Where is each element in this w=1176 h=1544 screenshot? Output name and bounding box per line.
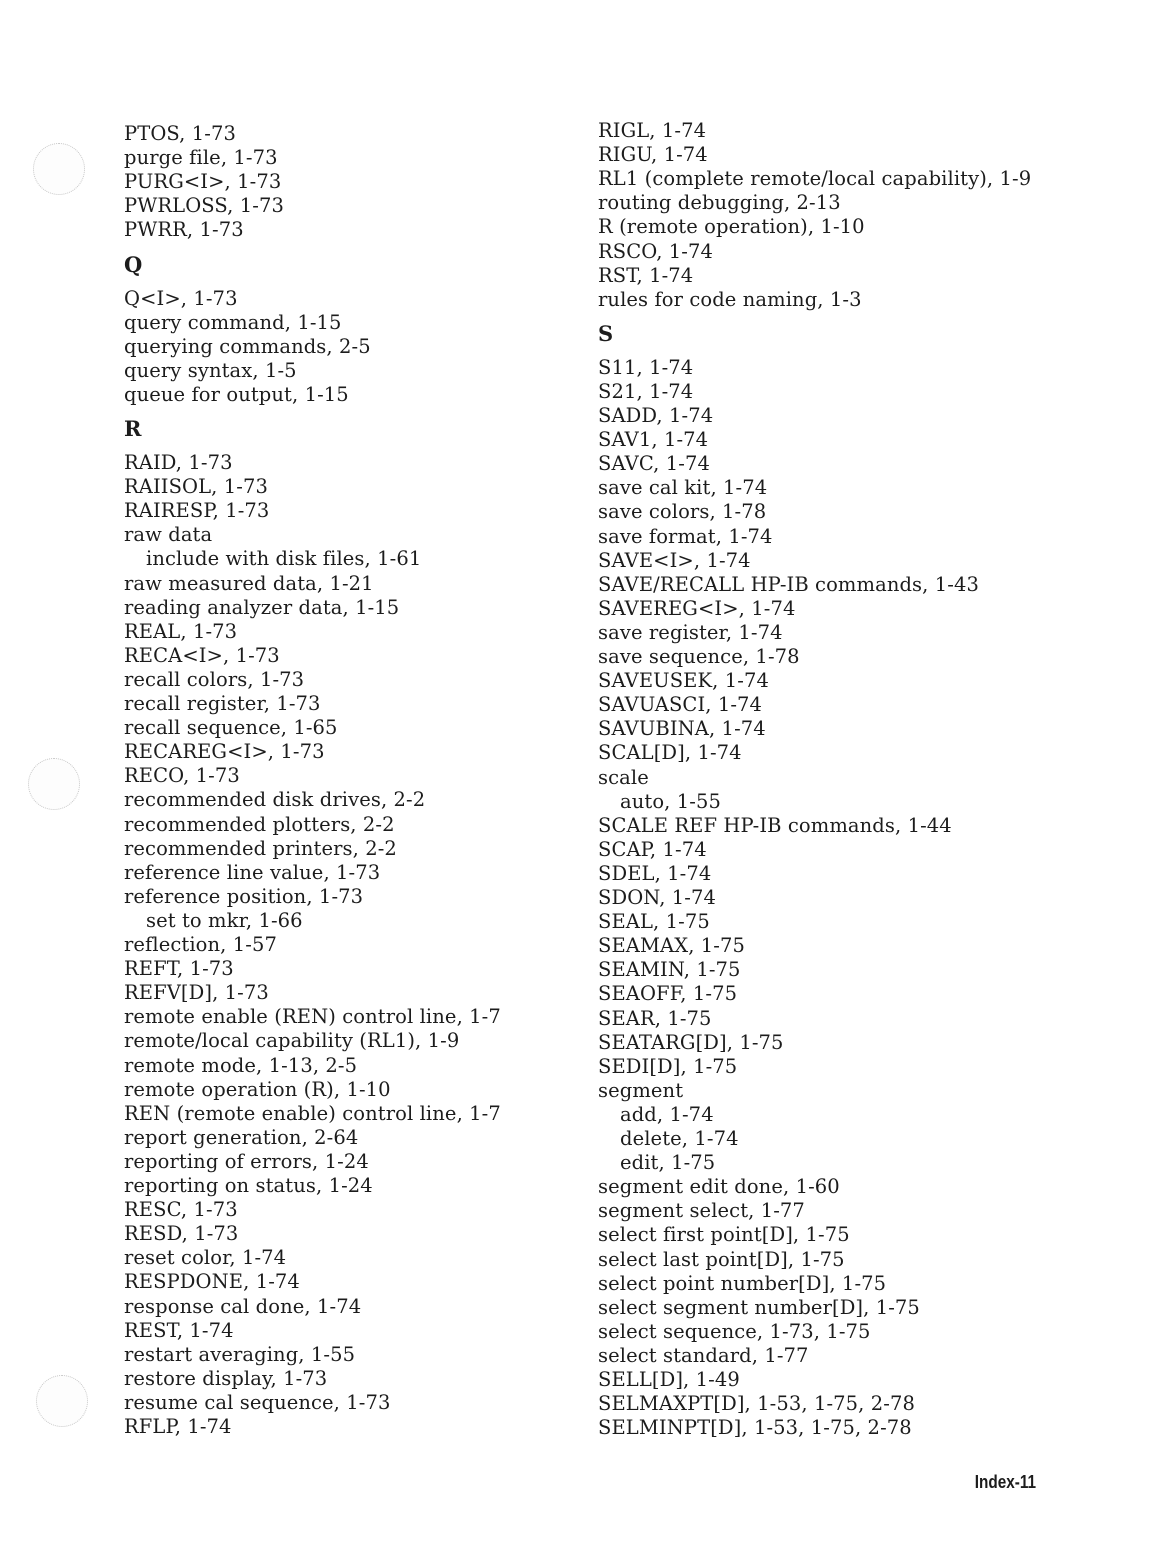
page-number: Index-11	[974, 1472, 1036, 1492]
index-entry: SEDI[D], 1-75	[598, 1054, 738, 1078]
index-entry: R (remote operation), 1-10	[598, 215, 865, 239]
index-entry: save register, 1-74	[598, 620, 783, 644]
index-entry: RSCO, 1-74	[598, 239, 714, 263]
index-entry: RESC, 1-73	[124, 1198, 238, 1222]
index-entry: scale	[598, 765, 649, 789]
index-entry: segment select, 1-77	[598, 1199, 805, 1223]
index-entry: reference line value, 1-73	[124, 860, 381, 884]
index-entry: save cal kit, 1-74	[598, 476, 768, 500]
index-entry: SAV1, 1-74	[598, 428, 709, 452]
binder-hole	[36, 1375, 88, 1427]
index-entry: SELMINPT[D], 1-53, 1-75, 2-78	[598, 1416, 912, 1440]
index-entry: select first point[D], 1-75	[598, 1223, 850, 1247]
index-subentry: delete, 1-74	[620, 1127, 739, 1150]
index-entry: SELMAXPT[D], 1-53, 1-75, 2-78	[598, 1392, 915, 1416]
index-entry: REFT, 1-73	[124, 957, 234, 981]
index-entry: SDEL, 1-74	[598, 861, 712, 885]
index-entry: report generation, 2-64	[124, 1125, 359, 1149]
index-entry: reflection, 1-57	[124, 933, 277, 956]
index-entry: reporting on status, 1-24	[124, 1174, 373, 1197]
index-entry: SAVC, 1-74	[598, 452, 710, 476]
index-section-heading: R	[124, 416, 142, 441]
index-entry: select standard, 1-77	[598, 1343, 809, 1367]
index-entry: raw data	[124, 523, 213, 547]
index-entry: routing debugging, 2-13	[598, 191, 841, 215]
index-entry: RST, 1-74	[598, 263, 694, 287]
index-entry: restart averaging, 1-55	[124, 1342, 356, 1366]
index-entry: SDON, 1-74	[598, 886, 716, 909]
index-subentry: set to mkr, 1-66	[146, 908, 303, 932]
index-entry: REST, 1-74	[124, 1318, 234, 1342]
index-entry: select segment number[D], 1-75	[598, 1295, 920, 1319]
index-entry: RECA<I>, 1-73	[124, 643, 280, 667]
index-entry: REFV[D], 1-73	[124, 981, 269, 1005]
index-entry: querying commands, 2-5	[124, 334, 371, 358]
index-entry: RESPDONE, 1-74	[124, 1270, 300, 1294]
index-entry: SEAMIN, 1-75	[598, 958, 741, 982]
index-entry: recall sequence, 1-65	[124, 716, 338, 740]
index-entry: RL1 (complete remote/local capability), 1-9	[598, 167, 1032, 191]
index-entry: PTOS, 1-73	[124, 122, 236, 145]
index-entry: RAIRESP, 1-73	[124, 499, 270, 523]
index-entry: purge file, 1-73	[124, 146, 278, 170]
index-entry: raw measured data, 1-21	[124, 571, 374, 595]
index-entry: SELL[D], 1-49	[598, 1368, 740, 1391]
index-entry: SAVE<I>, 1-74	[598, 548, 751, 572]
index-entry: PWRR, 1-73	[124, 218, 244, 242]
index-entry: save format, 1-74	[598, 524, 773, 548]
index-entry: remote mode, 1-13, 2-5	[124, 1053, 358, 1077]
binder-hole	[28, 758, 80, 810]
index-entry: select point number[D], 1-75	[598, 1271, 887, 1295]
index-entry: SEAMAX, 1-75	[598, 934, 746, 958]
index-entry: S11, 1-74	[598, 355, 694, 379]
index-entry: recommended disk drives, 2-2	[124, 788, 426, 812]
index-entry: save colors, 1-78	[598, 500, 767, 524]
index-entry: REN (remote enable) control line, 1-7	[124, 1101, 501, 1125]
index-entry: SEATARG[D], 1-75	[598, 1030, 784, 1054]
index-entry: S21, 1-74	[598, 379, 694, 403]
index-entry: RECAREG<I>, 1-73	[124, 740, 325, 764]
index-entry: select last point[D], 1-75	[598, 1247, 845, 1271]
index-entry: recall register, 1-73	[124, 692, 321, 715]
index-entry: remote operation (R), 1-10	[124, 1077, 391, 1101]
index-entry: RESD, 1-73	[124, 1222, 239, 1246]
index-entry: SEAOFF, 1-75	[598, 982, 738, 1006]
index-entry: response cal done, 1-74	[124, 1294, 362, 1318]
index-entry: SCALE REF HP-IB commands, 1-44	[598, 813, 952, 837]
index-entry: recommended plotters, 2-2	[124, 812, 395, 836]
index-entry: select sequence, 1-73, 1-75	[598, 1319, 871, 1343]
index-entry: save sequence, 1-78	[598, 645, 800, 668]
index-entry: RAIISOL, 1-73	[124, 475, 268, 499]
index-subentry: auto, 1-55	[620, 789, 721, 813]
index-entry: reference position, 1-73	[124, 884, 364, 908]
index-entry: remote enable (REN) control line, 1-7	[124, 1005, 501, 1029]
index-entry: segment edit done, 1-60	[598, 1175, 840, 1199]
index-entry: query command, 1-15	[124, 310, 342, 334]
index-entry: SCAL[D], 1-74	[598, 741, 742, 765]
index-entry: SEAR, 1-75	[598, 1006, 712, 1030]
index-entry: reset color, 1-74	[124, 1246, 287, 1270]
index-subentry: add, 1-74	[620, 1102, 714, 1126]
index-entry: queue for output, 1-15	[124, 382, 349, 406]
index-entry: SAVUASCI, 1-74	[598, 693, 763, 717]
index-section-heading: Q	[124, 251, 143, 277]
index-entry: restore display, 1-73	[124, 1366, 328, 1390]
index-subentry: include with disk files, 1-61	[146, 547, 422, 571]
index-entry: RAID, 1-73	[124, 451, 233, 474]
index-entry: RIGL, 1-74	[598, 119, 707, 142]
index-entry: reporting of errors, 1-24	[124, 1149, 369, 1173]
index-entry: PWRLOSS, 1-73	[124, 194, 284, 218]
index-entry: SAVEREG<I>, 1-74	[598, 596, 796, 620]
index-entry: recall colors, 1-73	[124, 667, 305, 691]
index-entry: SAVUBINA, 1-74	[598, 717, 766, 741]
index-entry: rules for code naming, 1-3	[598, 287, 862, 311]
index-entry: resume cal sequence, 1-73	[124, 1390, 391, 1414]
index-entry: Q<I>, 1-73	[124, 286, 238, 310]
index-entry: query syntax, 1-5	[124, 358, 297, 382]
index-entry: reading analyzer data, 1-15	[124, 595, 400, 619]
index-entry: SEAL, 1-75	[598, 910, 710, 934]
index-entry: SCAP, 1-74	[598, 837, 707, 861]
index-subentry: edit, 1-75	[620, 1151, 716, 1175]
index-entry: recommended printers, 2-2	[124, 836, 397, 860]
index-entry: segment	[598, 1078, 684, 1102]
index-entry: SAVEUSEK, 1-74	[598, 669, 769, 693]
index-entry: SADD, 1-74	[598, 404, 714, 427]
binder-hole	[33, 143, 85, 195]
index-entry: remote/local capability (RL1), 1-9	[124, 1029, 460, 1053]
index-entry: RFLP, 1-74	[124, 1415, 232, 1438]
index-entry: SAVE/RECALL HP-IB commands, 1-43	[598, 572, 979, 596]
index-entry: RECO, 1-73	[124, 764, 240, 788]
index-entry: PURG<I>, 1-73	[124, 170, 282, 194]
index-entry: RIGU, 1-74	[598, 143, 708, 167]
index-section-heading: S	[598, 320, 614, 346]
index-entry: REAL, 1-73	[124, 619, 238, 643]
